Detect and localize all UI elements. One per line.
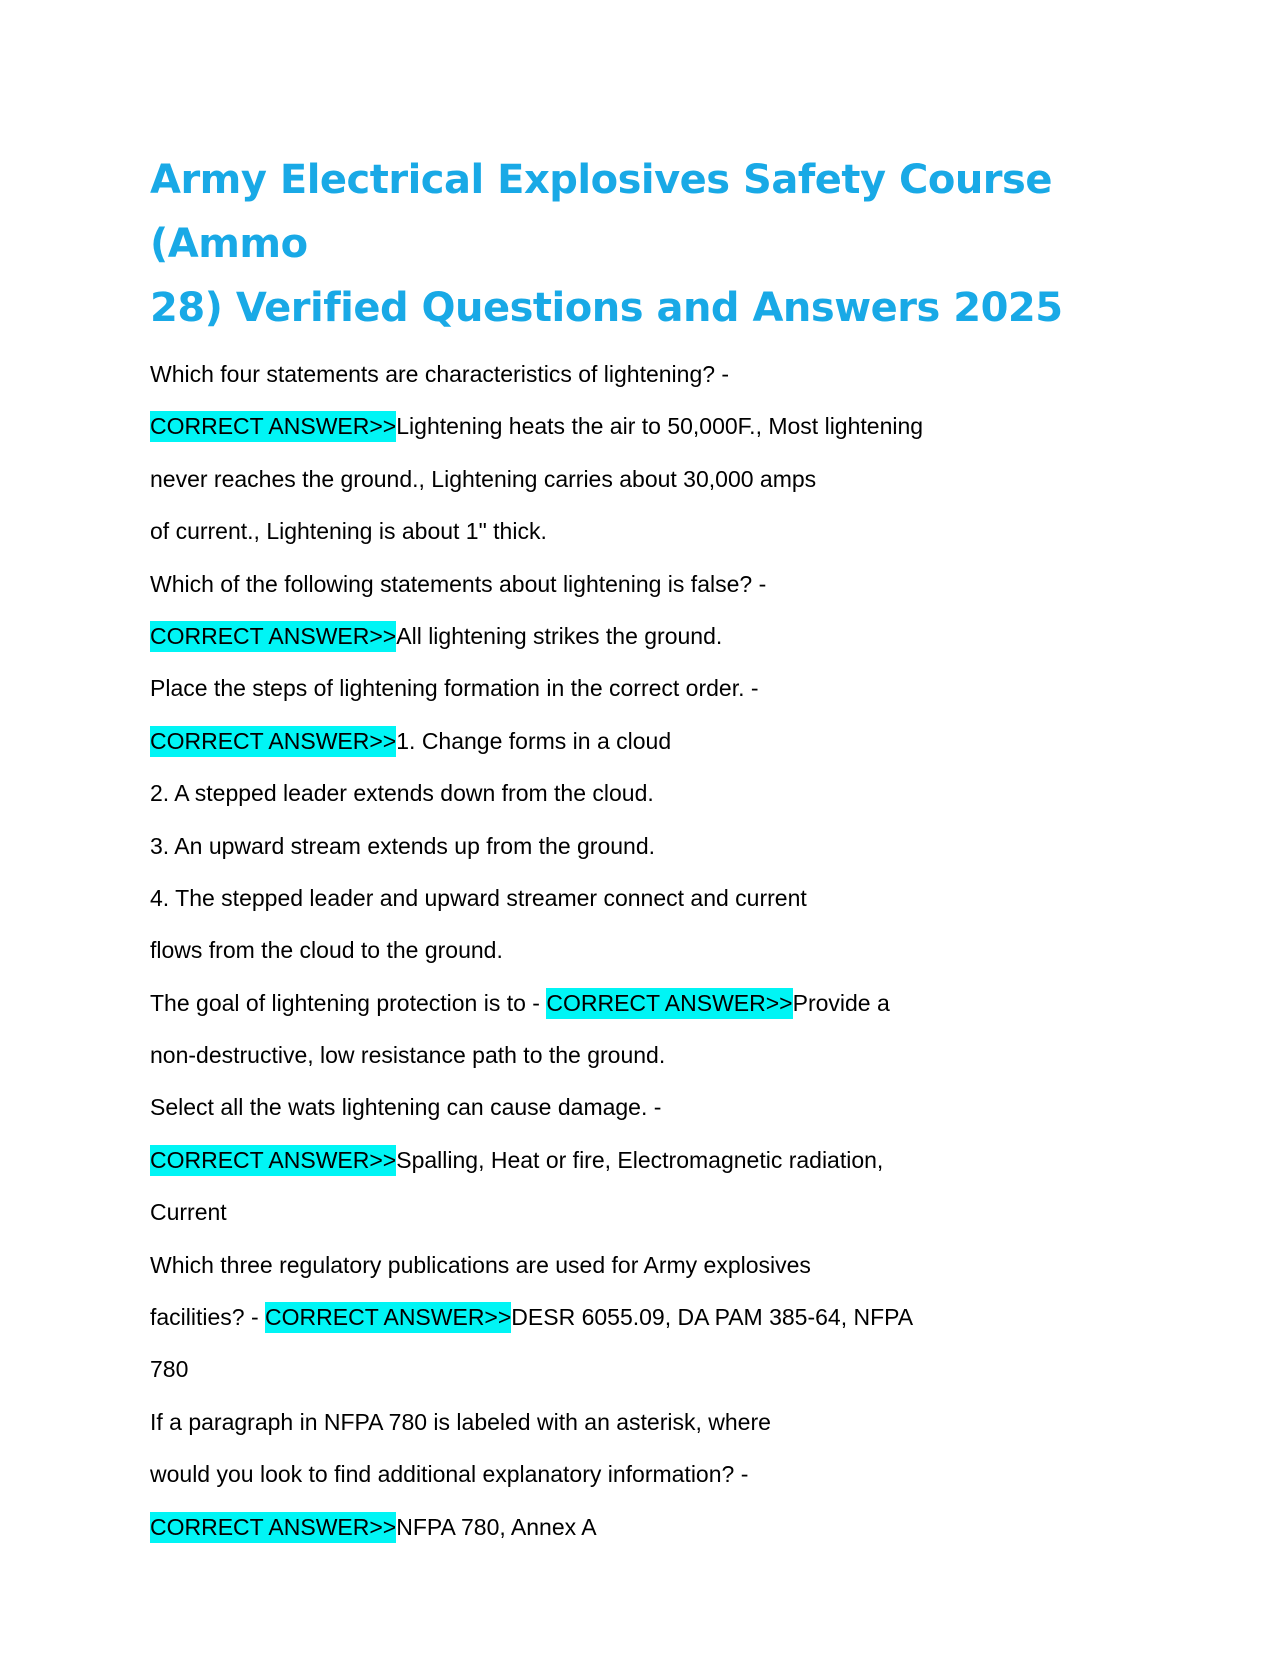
text-line: [150, 767, 1150, 819]
document-page: [150, 148, 1150, 1553]
line-text: Select all the wats lightening can cause damage. -: [150, 1094, 662, 1121]
text-line: [150, 610, 1150, 662]
line-text: 4. The stepped leader and upward streamer connect and current: [150, 884, 807, 911]
text-line: [150, 820, 1150, 872]
correct-answer-tag: CORRECT ANSWER>>: [150, 1145, 396, 1176]
correct-answer-tag: CORRECT ANSWER>>: [150, 411, 396, 442]
title-line: Army Electrical Explosives Safety Course (Ammo: [150, 157, 1052, 267]
text-line: [150, 505, 1150, 557]
text-line: [150, 715, 1150, 767]
document-body: [150, 348, 1150, 1553]
correct-answer-tag: CORRECT ANSWER>>: [150, 726, 396, 757]
line-text: Current: [150, 1199, 227, 1226]
text-line: [150, 1134, 1150, 1186]
text-line: [150, 662, 1150, 714]
correct-answer-tag: CORRECT ANSWER>>: [265, 1302, 511, 1333]
line-text: Which of the following statements about lightening is false? -: [150, 570, 767, 597]
line-text: 780: [150, 1356, 189, 1383]
text-line: [150, 1501, 1150, 1553]
text-line: [150, 453, 1150, 505]
line-text: flows from the cloud to the ground.: [150, 937, 503, 964]
line-text: 2. A stepped leader extends down from the cloud.: [150, 780, 654, 807]
text-line: [150, 924, 1150, 976]
line-text: non-destructive, low resistance path to the ground.: [150, 1042, 666, 1069]
text-line: [150, 558, 1150, 610]
answer-text: All lightening strikes the ground.: [396, 622, 723, 649]
line-text: would you look to find additional explanatory information? -: [150, 1461, 749, 1488]
text-line: [150, 977, 1150, 1029]
text-line: [150, 1396, 1150, 1448]
answer-text: 1. Change forms in a cloud: [396, 727, 672, 754]
answer-text: DESR 6055.09, DA PAM 385-64, NFPA: [511, 1304, 914, 1331]
line-text: The goal of lightening protection is to -: [150, 989, 547, 1016]
line-text: Place the steps of lightening formation in the correct order. -: [150, 675, 759, 702]
text-line: [150, 1239, 1150, 1291]
line-text: 3. An upward stream extends up from the ground.: [150, 832, 656, 859]
answer-text: NFPA 780, Annex A: [396, 1513, 597, 1540]
text-line: [150, 1448, 1150, 1500]
line-text: facilities? -: [150, 1304, 266, 1331]
document-title: [150, 148, 1150, 340]
title-line: 28) Verified Questions and Answers 2025: [150, 285, 1063, 331]
line-text: never reaches the ground., Lightening carries about 30,000 amps: [150, 465, 817, 492]
text-line: [150, 1291, 1150, 1343]
answer-text: Provide a: [792, 989, 890, 1016]
line-text: Which three regulatory publications are used for Army explosives: [150, 1251, 811, 1278]
text-line: [150, 348, 1150, 400]
correct-answer-tag: CORRECT ANSWER>>: [150, 621, 396, 652]
line-text: If a paragraph in NFPA 780 is labeled with an asterisk, where: [150, 1408, 771, 1435]
text-line: [150, 1081, 1150, 1133]
correct-answer-tag: CORRECT ANSWER>>: [546, 988, 792, 1019]
answer-text: Spalling, Heat or fire, Electromagnetic radiation,: [396, 1146, 884, 1173]
text-line: [150, 1029, 1150, 1081]
line-text: of current., Lightening is about 1" thick.: [150, 518, 547, 545]
text-line: [150, 1186, 1150, 1238]
text-line: [150, 400, 1150, 452]
text-line: [150, 1343, 1150, 1395]
line-text: Which four statements are characteristics of lightening? -: [150, 361, 730, 387]
text-line: [150, 872, 1150, 924]
answer-text: Lightening heats the air to 50,000F., Most lightening: [396, 413, 924, 440]
correct-answer-tag: CORRECT ANSWER>>: [150, 1512, 396, 1543]
